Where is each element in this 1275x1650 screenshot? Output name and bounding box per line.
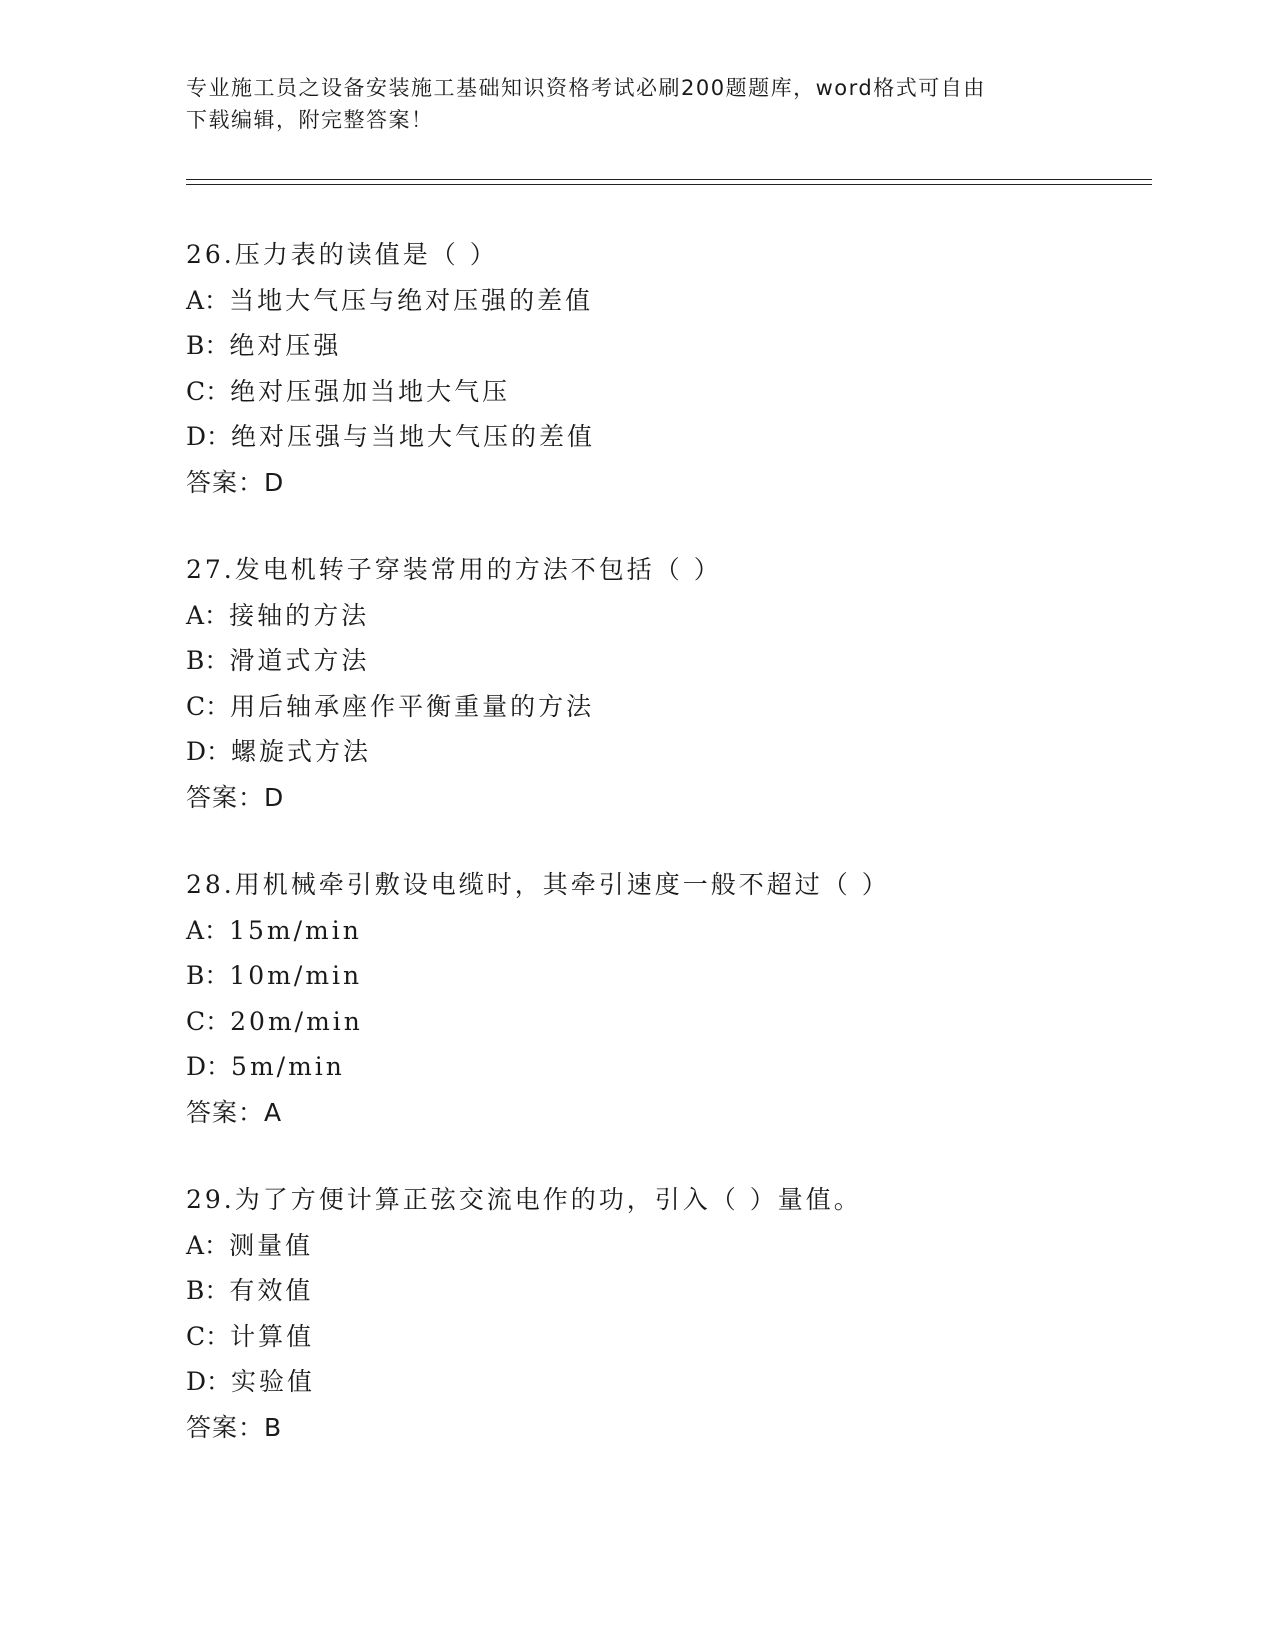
option-a — [186, 278, 1152, 324]
option-letter: C： — [186, 691, 231, 721]
option-text: 绝对压强与当地大气压的差值 — [231, 422, 596, 451]
option-text: 测量值 — [229, 1230, 314, 1260]
question-26 — [186, 232, 1152, 505]
option-text: 20m/min — [230, 1006, 363, 1036]
option-c — [186, 684, 1152, 730]
option-letter: A： — [186, 915, 230, 945]
option-text: 当地大气压与绝对压强的差值 — [229, 285, 594, 315]
answer-label: 答案：B — [186, 1412, 283, 1442]
option-letter: D： — [186, 422, 232, 451]
option-letter: D： — [186, 1367, 232, 1396]
option-text: 计算值 — [230, 1321, 315, 1351]
answer-label: 答案：A — [186, 1097, 283, 1127]
option-letter: A： — [186, 600, 230, 630]
option-text: 5m/min — [231, 1052, 345, 1081]
header-title-line-2: 下载编辑，附完整答案！ — [186, 108, 434, 132]
question-27 — [186, 547, 1152, 820]
option-a — [186, 1223, 1152, 1269]
option-letter: D： — [186, 1052, 232, 1081]
option-letter: D： — [186, 737, 232, 766]
option-text: 10m/min — [229, 961, 363, 990]
header-title-line-1: 专业施工员之设备安装施工基础知识资格考试必刷200题题库，word格式可自由 — [186, 76, 986, 100]
option-a — [186, 908, 1152, 954]
option-letter: B： — [186, 1276, 230, 1305]
option-d — [186, 1044, 1152, 1090]
option-b — [186, 323, 1152, 369]
question-stem: 29.为了方便计算正弦交流电作的功，引入（ ）量值。 — [186, 1185, 862, 1214]
option-text: 螺旋式方法 — [231, 737, 372, 766]
answer-label: 答案：D — [186, 782, 285, 812]
option-c — [186, 369, 1152, 415]
option-text: 用后轴承座作平衡重量的方法 — [230, 691, 595, 721]
option-letter: A： — [186, 1230, 230, 1260]
option-text: 绝对压强 — [229, 331, 342, 360]
option-c — [186, 1314, 1152, 1360]
option-a — [186, 593, 1152, 639]
question-28 — [186, 862, 1152, 1135]
option-text: 实验值 — [231, 1367, 316, 1396]
option-text: 滑道式方法 — [229, 646, 370, 675]
option-letter: A： — [186, 285, 230, 315]
option-text: 15m/min — [229, 915, 362, 945]
option-text: 绝对压强加当地大气压 — [230, 376, 511, 406]
document-header — [186, 72, 1076, 136]
option-letter: B： — [186, 961, 230, 990]
option-d — [186, 414, 1152, 460]
header-divider-top — [186, 179, 1152, 180]
option-b — [186, 638, 1152, 684]
question-stem: 27.发电机转子穿装常用的方法不包括（ ） — [186, 555, 722, 584]
question-stem: 28.用机械牵引敷设电缆时，其牵引速度一般不超过（ ） — [186, 870, 890, 899]
option-c — [186, 999, 1152, 1045]
option-text: 接轴的方法 — [229, 600, 370, 630]
option-letter: C： — [186, 1006, 231, 1036]
option-letter: C： — [186, 1321, 231, 1351]
option-b — [186, 953, 1152, 999]
option-letter: C： — [186, 376, 231, 406]
option-letter: B： — [186, 331, 230, 360]
option-text: 有效值 — [229, 1276, 314, 1305]
question-stem: 26.压力表的读值是（ ） — [186, 240, 498, 269]
option-d — [186, 729, 1152, 775]
question-29 — [186, 1177, 1152, 1450]
header-divider-bottom — [186, 184, 1152, 185]
answer-label: 答案：D — [186, 467, 285, 497]
option-letter: B： — [186, 646, 230, 675]
option-d — [186, 1359, 1152, 1405]
option-b — [186, 1268, 1152, 1314]
